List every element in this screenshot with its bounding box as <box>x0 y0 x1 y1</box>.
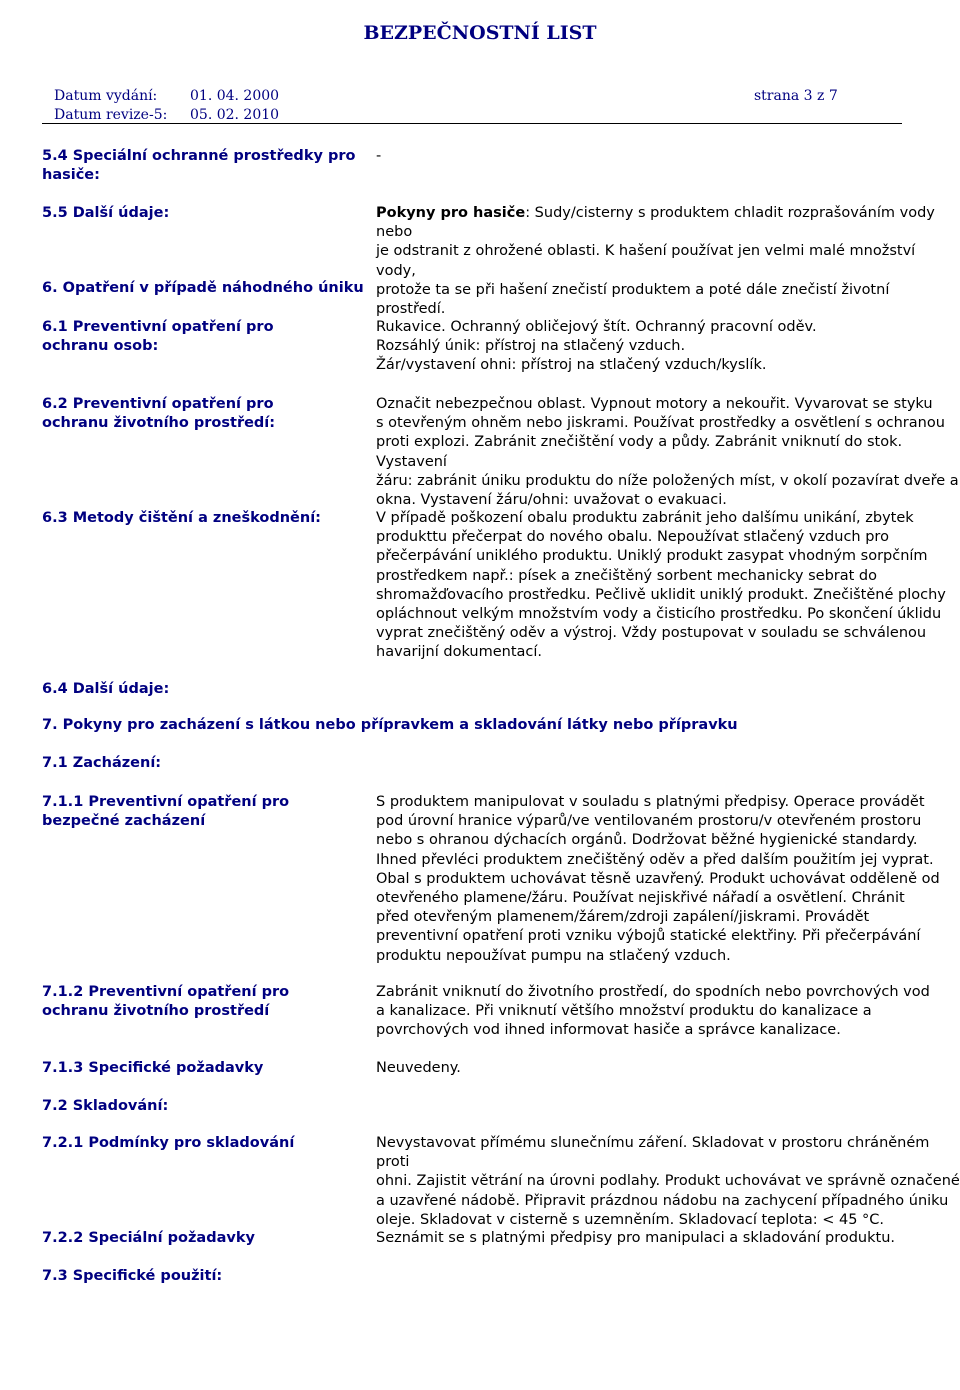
section-7-1-2-label: 7.1.2 Preventivní opatření pro ochranu životního prostředí <box>42 984 290 1019</box>
section-7-2-2-text: Seznámit se s platnými předpisy pro manipulaci a skladování produktu. <box>376 1230 895 1246</box>
section-6-3-text: V případě poškození obalu produktu zabránit jeho dalšímu unikání, zbytek produkttu přečerpat do nového obalu. Nepoužívat stlačený vzduch pro přečerpávání uniklého produktu. Uniklý produkt zasypat vhodným sorpčním prostředkem např.: písek a znečištěný sorbent mechanicky sebrat do shromažďovacího prostředku. Pečlivě uklidit uniklý produkt. Znečištěné plochy opláchnout velkým množstvím vody a čisticího prostředku. Po skončení úklidu vyprat znečištěný oděv a výstroj. Vždy postupovat v souladu se schválenou havarijní dokumentací. <box>376 510 946 661</box>
section-5-4-text: - <box>376 148 382 164</box>
section-6-2-label: 6.2 Preventivní opatření pro ochranu životního prostředí: <box>42 396 276 431</box>
revision-date-label: Datum revize-5: <box>54 107 168 123</box>
revision-date: 05. 02. 2010 <box>190 107 280 123</box>
section-6-heading: 6. Opatření v případě náhodného úniku <box>42 280 364 296</box>
section-7-heading: 7. Pokyny pro zacházení s látkou nebo přípravkem a skladování látky nebo přípravku <box>42 717 738 733</box>
section-6-1-text: Rukavice. Ochranný obličejový štít. Ochranný pracovní oděv. Rozsáhlý únik: přístroj na stlačený vzduch. Žár/vystavení ohni: přístroj na stlačený vzduch/kyslík. <box>376 319 817 374</box>
section-7-3-label: 7.3 Specifické použití: <box>42 1268 223 1284</box>
section-5-5-text <box>376 204 956 319</box>
section-7-1-2-text: Zabránit vniknutí do životního prostředí, do spodních nebo povrchových vod a kanalizace. Při vniknutí většího množství produktu do kanalizace a povrchových vod ihned informovat hasiče a správce kanalizace. <box>376 984 930 1039</box>
section-5-4-label: 5.4 Speciální ochranné prostředky pro hasiče: <box>42 148 356 183</box>
section-5-5-label: 5.5 Další údaje: <box>42 205 170 221</box>
section-7-1-3-label: 7.1.3 Specifické požadavky <box>42 1060 264 1076</box>
section-6-4-label: 6.4 Další údaje: <box>42 681 170 697</box>
section-6-1-label: 6.1 Preventivní opatření pro ochranu osob: <box>42 319 274 354</box>
section-7-2-1-text: Nevystavovat přímému slunečnímu záření. Skladovat v prostoru chráněném proti ohni. Zajistit větrání na úrovni podlahy. Produkt uchovávat ve správně označené a uzavřené nádobě. Připravit prázdnou nádobu na zachycení případného úniku oleje. Skladovat v cisterně s uzemněním. Skladovací teplota: < 45 °C. <box>376 1135 960 1228</box>
document-title: BEZPEČNOSTNÍ LIST <box>363 22 597 44</box>
section-6-3-label: 6.3 Metody čištění a zneškodnění: <box>42 510 321 526</box>
section-7-1-label: 7.1 Zacházení: <box>42 755 162 771</box>
section-5-5-body: : Sudy/cisterny s produktem chladit rozprašováním vody nebo je odstranit z ohrožené oblasti. K hašení používat jen velmi malé množství vody, protože ta se při hašení znečistí produktem a poté dále znečistí životní prostředí. <box>376 205 935 318</box>
section-7-2-1-label: 7.2.1 Podmínky pro skladování <box>42 1135 295 1151</box>
section-7-2-label: 7.2 Skladování: <box>42 1098 169 1114</box>
section-7-2-2-label: 7.2.2 Speciální požadavky <box>42 1230 255 1246</box>
section-5-5-bold: Pokyny pro hasiče <box>376 205 526 221</box>
issue-date: 01. 04. 2000 <box>190 88 280 104</box>
section-6-2-text: Označit nebezpečnou oblast. Vypnout motory a nekouřit. Vyvarovat se styku s otevřeným ohněm nebo jiskrami. Používat prostředky a osvětlení s ochranou proti explozi. Zabránit znečištění vody a půdy. Zabránit vniknutí do stok. Vystavení žáru: zabránit úniku produktu do níže položených míst, v okolí pozavírat dveře a okna. Vystavení žáru/ohni: uvažovat o evakuaci. <box>376 396 959 509</box>
page-number: strana 3 z 7 <box>754 88 838 104</box>
header-divider <box>42 123 902 124</box>
section-7-1-1-text: S produktem manipulovat v souladu s platnými předpisy. Operace provádět pod úrovní hranice výparů/ve ventilovaném prostoru/v otevřeném prostoru nebo s ohranou dýchacích orgánů. Dodržovat běžné hygienické standardy. Ihned převléci produktem znečištěný oděv a před dalším použitím jej vyprat. Obal s produktem uchovávat těsně uzavřený. Produkt uchovávat odděleně od otevřeného plamene/žáru. Používat nejiskřivé nářadí a osvětlení. Chránit před otevřeným plamenem/žárem/zdroji zapálení/jiskrami. Provádět preventivní opatření proti vzniku výbojů statické elektřiny. Při přečerpávání produktu nepoužívat pumpu na stlačený vzduch. <box>376 794 940 964</box>
section-7-1-1-label: 7.1.1 Preventivní opatření pro bezpečné zacházení <box>42 794 290 829</box>
issue-date-label: Datum vydání: <box>54 88 158 104</box>
section-7-1-3-text: Neuvedeny. <box>376 1060 461 1076</box>
